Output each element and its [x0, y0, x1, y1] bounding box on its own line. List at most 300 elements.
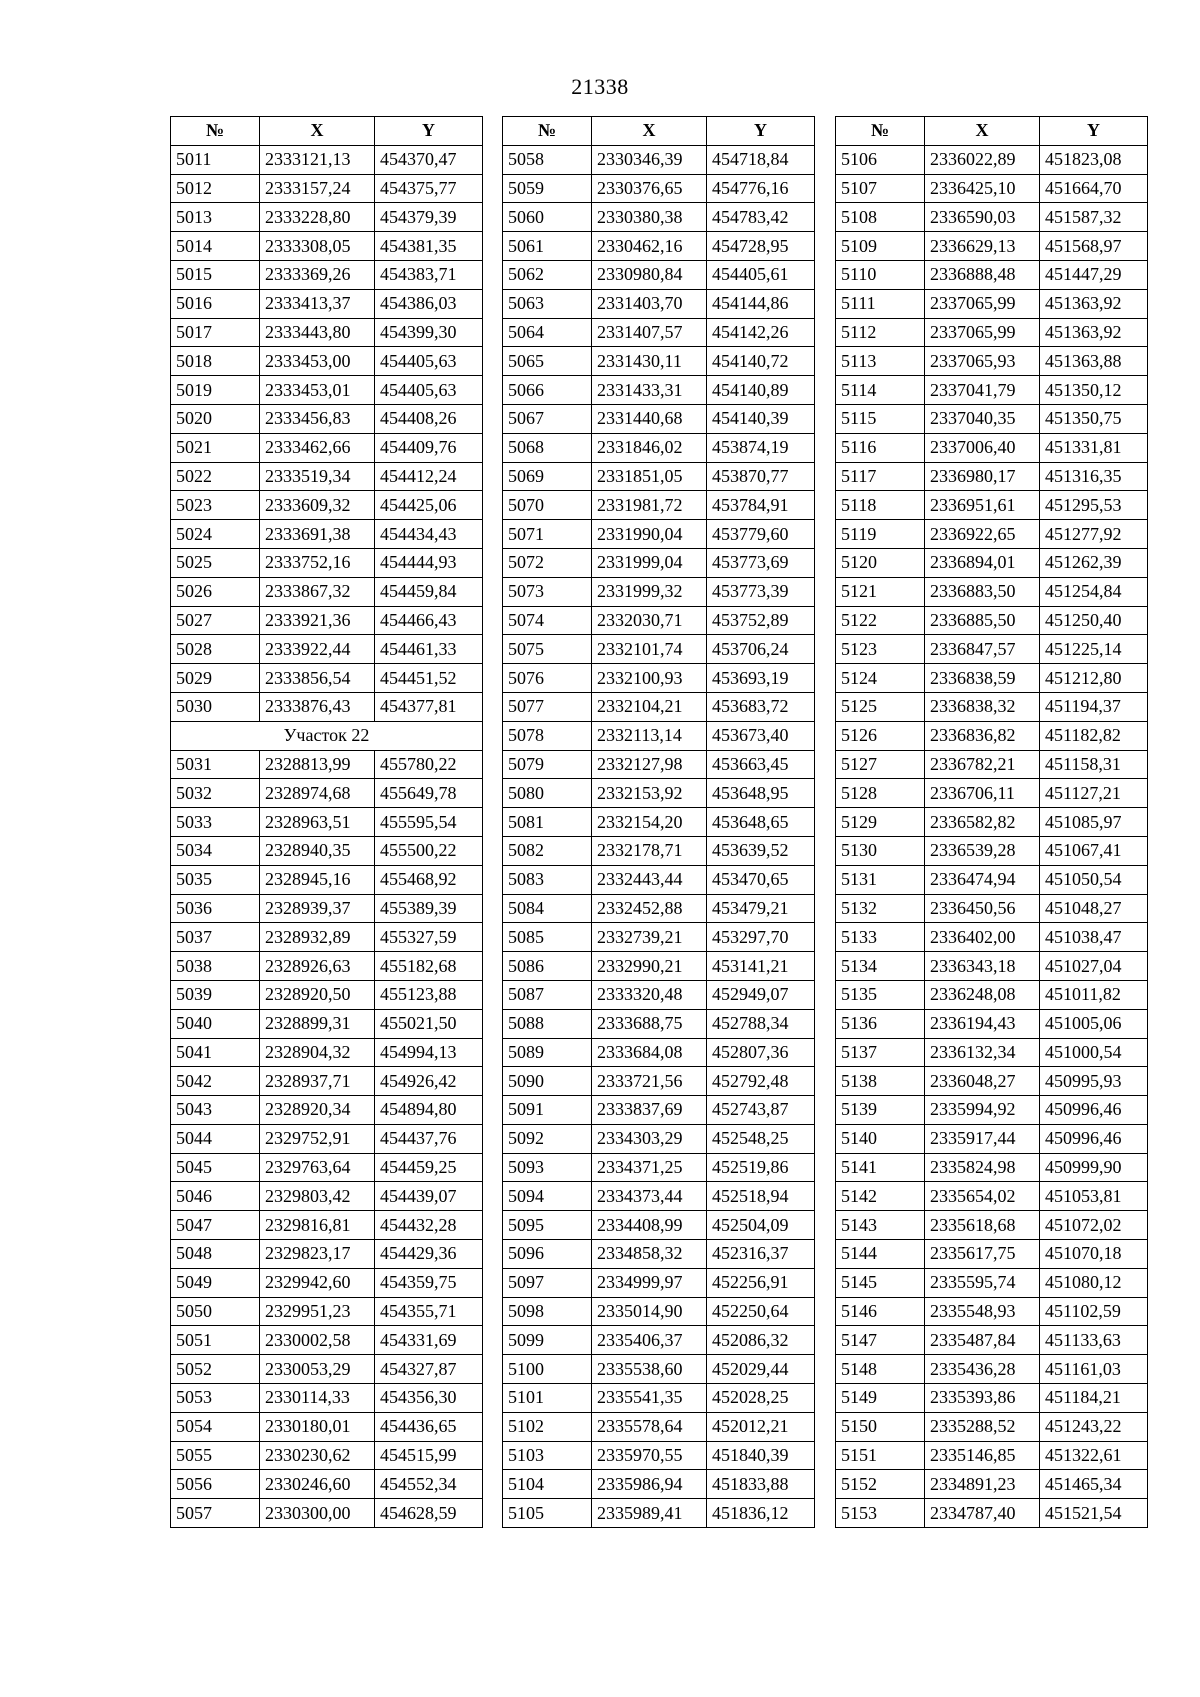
- point-number-cell: 5036: [171, 894, 260, 923]
- table-row: [836, 1124, 1148, 1153]
- table-row: [171, 808, 483, 837]
- table-row: [836, 462, 1148, 491]
- table-row: [503, 203, 815, 232]
- table-row: [836, 577, 1148, 606]
- point-number-cell: 5091: [503, 1096, 592, 1125]
- point-number-cell: 5086: [503, 952, 592, 981]
- y-coordinate-cell: 453773,39: [707, 577, 815, 606]
- table-row: [171, 635, 483, 664]
- y-coordinate-cell: 454399,30: [375, 318, 483, 347]
- table-row: [503, 664, 815, 693]
- table-row: [171, 462, 483, 491]
- x-coordinate-cell: 2333609,32: [260, 491, 375, 520]
- point-number-cell: 5043: [171, 1096, 260, 1125]
- point-number-cell: 5151: [836, 1441, 925, 1470]
- x-coordinate-cell: 2336922,65: [925, 520, 1040, 549]
- point-number-cell: 5098: [503, 1297, 592, 1326]
- x-coordinate-cell: 2333856,54: [260, 664, 375, 693]
- y-coordinate-cell: 454444,93: [375, 548, 483, 577]
- table-row: [836, 1038, 1148, 1067]
- table-row: [836, 865, 1148, 894]
- y-coordinate-cell: 451072,02: [1040, 1211, 1148, 1240]
- x-coordinate-cell: 2335541,35: [592, 1384, 707, 1413]
- point-number-cell: 5137: [836, 1038, 925, 1067]
- table-row: [836, 548, 1148, 577]
- table-row: [503, 836, 815, 865]
- x-coordinate-cell: 2333121,13: [260, 145, 375, 174]
- x-coordinate-cell: 2336888,48: [925, 260, 1040, 289]
- x-coordinate-cell: 2335986,94: [592, 1470, 707, 1499]
- y-coordinate-cell: 455389,39: [375, 894, 483, 923]
- x-coordinate-cell: 2332178,71: [592, 836, 707, 865]
- x-coordinate-cell: 2335824,98: [925, 1153, 1040, 1182]
- point-number-cell: 5134: [836, 952, 925, 981]
- point-number-cell: 5018: [171, 347, 260, 376]
- point-number-cell: 5041: [171, 1038, 260, 1067]
- point-number-cell: 5147: [836, 1326, 925, 1355]
- point-number-cell: 5113: [836, 347, 925, 376]
- table-row: [171, 260, 483, 289]
- y-coordinate-cell: 450996,46: [1040, 1124, 1148, 1153]
- y-coordinate-cell: 451350,75: [1040, 404, 1148, 433]
- table-row: [171, 1009, 483, 1038]
- table-row: [503, 1499, 815, 1528]
- x-coordinate-cell: 2336629,13: [925, 232, 1040, 261]
- x-coordinate-cell: 2335917,44: [925, 1124, 1040, 1153]
- y-coordinate-cell: 454425,06: [375, 491, 483, 520]
- x-coordinate-cell: 2335406,37: [592, 1326, 707, 1355]
- y-coordinate-cell: 453874,19: [707, 433, 815, 462]
- x-coordinate-cell: 2333721,56: [592, 1067, 707, 1096]
- table-row: [503, 520, 815, 549]
- table-row: [503, 145, 815, 174]
- y-coordinate-cell: 455327,59: [375, 923, 483, 952]
- table-row: [836, 1499, 1148, 1528]
- point-number-cell: 5014: [171, 232, 260, 261]
- x-coordinate-cell: 2334787,40: [925, 1499, 1040, 1528]
- table-row: [503, 289, 815, 318]
- point-number-cell: 5144: [836, 1240, 925, 1269]
- point-number-cell: 5100: [503, 1355, 592, 1384]
- y-coordinate-cell: 451363,88: [1040, 347, 1148, 376]
- point-number-cell: 5023: [171, 491, 260, 520]
- point-number-cell: 5047: [171, 1211, 260, 1240]
- table-header-row: [171, 117, 483, 146]
- table-row: [836, 433, 1148, 462]
- header-x: X: [925, 117, 1040, 146]
- x-coordinate-cell: 2332452,88: [592, 894, 707, 923]
- y-coordinate-cell: 451182,82: [1040, 721, 1148, 750]
- x-coordinate-cell: 2331990,04: [592, 520, 707, 549]
- table-row: [503, 721, 815, 750]
- point-number-cell: 5078: [503, 721, 592, 750]
- x-coordinate-cell: 2328899,31: [260, 1009, 375, 1038]
- x-coordinate-cell: 2335393,86: [925, 1384, 1040, 1413]
- x-coordinate-cell: 2331407,57: [592, 318, 707, 347]
- x-coordinate-cell: 2333876,43: [260, 692, 375, 721]
- x-coordinate-cell: 2329942,60: [260, 1268, 375, 1297]
- x-coordinate-cell: 2335618,68: [925, 1211, 1040, 1240]
- x-coordinate-cell: 2330462,16: [592, 232, 707, 261]
- table-row: [171, 318, 483, 347]
- x-coordinate-cell: 2336132,34: [925, 1038, 1040, 1067]
- x-coordinate-cell: 2336539,28: [925, 836, 1040, 865]
- point-number-cell: 5126: [836, 721, 925, 750]
- y-coordinate-cell: 452548,25: [707, 1124, 815, 1153]
- x-coordinate-cell: 2330114,33: [260, 1384, 375, 1413]
- point-number-cell: 5146: [836, 1297, 925, 1326]
- point-number-cell: 5117: [836, 462, 925, 491]
- y-coordinate-cell: 454140,89: [707, 376, 815, 405]
- y-coordinate-cell: 452256,91: [707, 1268, 815, 1297]
- x-coordinate-cell: 2337065,99: [925, 318, 1040, 347]
- table-row: [503, 1153, 815, 1182]
- x-coordinate-cell: 2336836,82: [925, 721, 1040, 750]
- point-number-cell: 5139: [836, 1096, 925, 1125]
- y-coordinate-cell: 454375,77: [375, 174, 483, 203]
- table-row: [503, 692, 815, 721]
- table-row: [171, 606, 483, 635]
- x-coordinate-cell: 2337065,93: [925, 347, 1040, 376]
- x-coordinate-cell: 2336425,10: [925, 174, 1040, 203]
- point-number-cell: 5141: [836, 1153, 925, 1182]
- table-row: [836, 491, 1148, 520]
- y-coordinate-cell: 451005,06: [1040, 1009, 1148, 1038]
- y-coordinate-cell: 451161,03: [1040, 1355, 1148, 1384]
- x-coordinate-cell: 2333228,80: [260, 203, 375, 232]
- y-coordinate-cell: 454144,86: [707, 289, 815, 318]
- y-coordinate-cell: 454327,87: [375, 1355, 483, 1384]
- table-row: [836, 347, 1148, 376]
- point-number-cell: 5075: [503, 635, 592, 664]
- x-coordinate-cell: 2336883,50: [925, 577, 1040, 606]
- x-coordinate-cell: 2328920,34: [260, 1096, 375, 1125]
- y-coordinate-cell: 451664,70: [1040, 174, 1148, 203]
- y-coordinate-cell: 454359,75: [375, 1268, 483, 1297]
- table-row: [836, 721, 1148, 750]
- table-row: [503, 376, 815, 405]
- point-number-cell: 5082: [503, 836, 592, 865]
- y-coordinate-cell: 454459,25: [375, 1153, 483, 1182]
- point-number-cell: 5066: [503, 376, 592, 405]
- point-number-cell: 5127: [836, 750, 925, 779]
- table-row: [503, 635, 815, 664]
- point-number-cell: 5114: [836, 376, 925, 405]
- y-coordinate-cell: 451194,37: [1040, 692, 1148, 721]
- point-number-cell: 5058: [503, 145, 592, 174]
- header-num: №: [171, 117, 260, 146]
- y-coordinate-cell: 450996,46: [1040, 1096, 1148, 1125]
- point-number-cell: 5084: [503, 894, 592, 923]
- y-coordinate-cell: 451521,54: [1040, 1499, 1148, 1528]
- x-coordinate-cell: 2335538,60: [592, 1355, 707, 1384]
- point-number-cell: 5087: [503, 980, 592, 1009]
- table-row: [836, 404, 1148, 433]
- table-row: [171, 750, 483, 779]
- table-row: [503, 923, 815, 952]
- y-coordinate-cell: 451465,34: [1040, 1470, 1148, 1499]
- point-number-cell: 5042: [171, 1067, 260, 1096]
- y-coordinate-cell: 453639,52: [707, 836, 815, 865]
- x-coordinate-cell: 2336847,57: [925, 635, 1040, 664]
- x-coordinate-cell: 2334373,44: [592, 1182, 707, 1211]
- y-coordinate-cell: 451070,18: [1040, 1240, 1148, 1269]
- point-number-cell: 5055: [171, 1441, 260, 1470]
- table-row: [836, 1355, 1148, 1384]
- table-row: [171, 1499, 483, 1528]
- x-coordinate-cell: 2328945,16: [260, 865, 375, 894]
- y-coordinate-cell: 452518,94: [707, 1182, 815, 1211]
- x-coordinate-cell: 2329803,42: [260, 1182, 375, 1211]
- table-row: [836, 1067, 1148, 1096]
- y-coordinate-cell: 451027,04: [1040, 952, 1148, 981]
- x-coordinate-cell: 2332127,98: [592, 750, 707, 779]
- table-row: [836, 894, 1148, 923]
- x-coordinate-cell: 2332101,74: [592, 635, 707, 664]
- x-coordinate-cell: 2336343,18: [925, 952, 1040, 981]
- y-coordinate-cell: 454436,65: [375, 1412, 483, 1441]
- table-row: [836, 174, 1148, 203]
- x-coordinate-cell: 2335146,85: [925, 1441, 1040, 1470]
- table-row: [503, 318, 815, 347]
- x-coordinate-cell: 2333688,75: [592, 1009, 707, 1038]
- point-number-cell: 5130: [836, 836, 925, 865]
- y-coordinate-cell: 452504,09: [707, 1211, 815, 1240]
- table-row: [503, 1096, 815, 1125]
- x-coordinate-cell: 2336951,61: [925, 491, 1040, 520]
- point-number-cell: 5074: [503, 606, 592, 635]
- point-number-cell: 5035: [171, 865, 260, 894]
- y-coordinate-cell: 451133,63: [1040, 1326, 1148, 1355]
- y-coordinate-cell: 453779,60: [707, 520, 815, 549]
- y-coordinate-cell: 454466,43: [375, 606, 483, 635]
- point-number-cell: 5131: [836, 865, 925, 894]
- table-row: [503, 491, 815, 520]
- point-number-cell: 5040: [171, 1009, 260, 1038]
- table-row: [503, 1038, 815, 1067]
- point-number-cell: 5070: [503, 491, 592, 520]
- point-number-cell: 5099: [503, 1326, 592, 1355]
- header-x: X: [260, 117, 375, 146]
- table-row: [171, 1124, 483, 1153]
- point-number-cell: 5083: [503, 865, 592, 894]
- x-coordinate-cell: 2336885,50: [925, 606, 1040, 635]
- table-row: [171, 865, 483, 894]
- point-number-cell: 5118: [836, 491, 925, 520]
- point-number-cell: 5108: [836, 203, 925, 232]
- x-coordinate-cell: 2329951,23: [260, 1297, 375, 1326]
- table-row: [171, 520, 483, 549]
- table-row: [836, 952, 1148, 981]
- x-coordinate-cell: 2331851,05: [592, 462, 707, 491]
- point-number-cell: 5072: [503, 548, 592, 577]
- x-coordinate-cell: 2335436,28: [925, 1355, 1040, 1384]
- point-number-cell: 5038: [171, 952, 260, 981]
- y-coordinate-cell: 451080,12: [1040, 1268, 1148, 1297]
- x-coordinate-cell: 2336582,82: [925, 808, 1040, 837]
- x-coordinate-cell: 2333519,34: [260, 462, 375, 491]
- x-coordinate-cell: 2328939,37: [260, 894, 375, 923]
- table-row: [503, 548, 815, 577]
- table-row: [503, 865, 815, 894]
- table-row: [171, 894, 483, 923]
- table-row: [171, 174, 483, 203]
- point-number-cell: 5153: [836, 1499, 925, 1528]
- point-number-cell: 5011: [171, 145, 260, 174]
- x-coordinate-cell: 2330346,39: [592, 145, 707, 174]
- point-number-cell: 5022: [171, 462, 260, 491]
- y-coordinate-cell: 453693,19: [707, 664, 815, 693]
- table-row: [171, 1096, 483, 1125]
- table-row: [171, 232, 483, 261]
- point-number-cell: 5048: [171, 1240, 260, 1269]
- x-coordinate-cell: 2335970,55: [592, 1441, 707, 1470]
- point-number-cell: 5020: [171, 404, 260, 433]
- y-coordinate-cell: 454994,13: [375, 1038, 483, 1067]
- y-coordinate-cell: 453683,72: [707, 692, 815, 721]
- y-coordinate-cell: 454383,71: [375, 260, 483, 289]
- table-row: [503, 1009, 815, 1038]
- x-coordinate-cell: 2328904,32: [260, 1038, 375, 1067]
- point-number-cell: 5115: [836, 404, 925, 433]
- point-number-cell: 5067: [503, 404, 592, 433]
- x-coordinate-cell: 2336248,08: [925, 980, 1040, 1009]
- y-coordinate-cell: 454409,76: [375, 433, 483, 462]
- table-row: [171, 1153, 483, 1182]
- y-coordinate-cell: 451212,80: [1040, 664, 1148, 693]
- point-number-cell: 5065: [503, 347, 592, 376]
- x-coordinate-cell: 2328940,35: [260, 836, 375, 865]
- x-coordinate-cell: 2336048,27: [925, 1067, 1040, 1096]
- point-number-cell: 5112: [836, 318, 925, 347]
- x-coordinate-cell: 2329752,91: [260, 1124, 375, 1153]
- table-row: [836, 923, 1148, 952]
- y-coordinate-cell: 454432,28: [375, 1211, 483, 1240]
- point-number-cell: 5123: [836, 635, 925, 664]
- y-coordinate-cell: 451250,40: [1040, 606, 1148, 635]
- point-number-cell: 5136: [836, 1009, 925, 1038]
- table-row: [836, 203, 1148, 232]
- table-row: [836, 808, 1148, 837]
- y-coordinate-cell: 454429,36: [375, 1240, 483, 1269]
- x-coordinate-cell: 2334303,29: [592, 1124, 707, 1153]
- y-coordinate-cell: 454628,59: [375, 1499, 483, 1528]
- point-number-cell: 5021: [171, 433, 260, 462]
- y-coordinate-cell: 451262,39: [1040, 548, 1148, 577]
- point-number-cell: 5053: [171, 1384, 260, 1413]
- x-coordinate-cell: 2336706,11: [925, 779, 1040, 808]
- y-coordinate-cell: 455123,88: [375, 980, 483, 1009]
- point-number-cell: 5124: [836, 664, 925, 693]
- x-coordinate-cell: 2328920,50: [260, 980, 375, 1009]
- table-row: [171, 289, 483, 318]
- point-number-cell: 5111: [836, 289, 925, 318]
- point-number-cell: 5104: [503, 1470, 592, 1499]
- y-coordinate-cell: 453870,77: [707, 462, 815, 491]
- table-row: [836, 1211, 1148, 1240]
- x-coordinate-cell: 2332739,21: [592, 923, 707, 952]
- table-row: [503, 980, 815, 1009]
- table-row: [503, 404, 815, 433]
- y-coordinate-cell: 451316,35: [1040, 462, 1148, 491]
- x-coordinate-cell: 2329816,81: [260, 1211, 375, 1240]
- y-coordinate-cell: 454331,69: [375, 1326, 483, 1355]
- point-number-cell: 5044: [171, 1124, 260, 1153]
- table-row: [171, 1297, 483, 1326]
- x-coordinate-cell: 2337006,40: [925, 433, 1040, 462]
- x-coordinate-cell: 2333837,69: [592, 1096, 707, 1125]
- x-coordinate-cell: 2337040,35: [925, 404, 1040, 433]
- table-row: [171, 1038, 483, 1067]
- x-coordinate-cell: 2336838,32: [925, 692, 1040, 721]
- point-number-cell: 5102: [503, 1412, 592, 1441]
- table-row: [171, 577, 483, 606]
- coordinates-table-3: [835, 116, 1148, 1528]
- point-number-cell: 5135: [836, 980, 925, 1009]
- table-row: [171, 347, 483, 376]
- header-y: Y: [1040, 117, 1148, 146]
- x-coordinate-cell: 2332154,20: [592, 808, 707, 837]
- point-number-cell: 5026: [171, 577, 260, 606]
- point-number-cell: 5090: [503, 1067, 592, 1096]
- table-row: [171, 145, 483, 174]
- table-row: [171, 1441, 483, 1470]
- header-y: Y: [707, 117, 815, 146]
- y-coordinate-cell: 453479,21: [707, 894, 815, 923]
- point-number-cell: 5031: [171, 750, 260, 779]
- y-coordinate-cell: 451568,97: [1040, 232, 1148, 261]
- table-row: [836, 318, 1148, 347]
- point-number-cell: 5060: [503, 203, 592, 232]
- x-coordinate-cell: 2330380,38: [592, 203, 707, 232]
- point-number-cell: 5057: [171, 1499, 260, 1528]
- table-row: [836, 1441, 1148, 1470]
- point-number-cell: 5138: [836, 1067, 925, 1096]
- y-coordinate-cell: 452012,21: [707, 1412, 815, 1441]
- y-coordinate-cell: 452028,25: [707, 1384, 815, 1413]
- y-coordinate-cell: 453648,95: [707, 779, 815, 808]
- x-coordinate-cell: 2336894,01: [925, 548, 1040, 577]
- point-number-cell: 5096: [503, 1240, 592, 1269]
- table-row: [503, 808, 815, 837]
- y-coordinate-cell: 452743,87: [707, 1096, 815, 1125]
- point-number-cell: 5150: [836, 1412, 925, 1441]
- point-number-cell: 5116: [836, 433, 925, 462]
- y-coordinate-cell: 453141,21: [707, 952, 815, 981]
- point-number-cell: 5095: [503, 1211, 592, 1240]
- x-coordinate-cell: 2333453,00: [260, 347, 375, 376]
- y-coordinate-cell: 452250,64: [707, 1297, 815, 1326]
- y-coordinate-cell: 451833,88: [707, 1470, 815, 1499]
- y-coordinate-cell: 454412,24: [375, 462, 483, 491]
- y-coordinate-cell: 452949,07: [707, 980, 815, 1009]
- table-row: [171, 376, 483, 405]
- table-row: [503, 1067, 815, 1096]
- point-number-cell: 5056: [171, 1470, 260, 1499]
- point-number-cell: 5039: [171, 980, 260, 1009]
- point-number-cell: 5019: [171, 376, 260, 405]
- table-row: [836, 376, 1148, 405]
- x-coordinate-cell: 2334858,32: [592, 1240, 707, 1269]
- x-coordinate-cell: 2333157,24: [260, 174, 375, 203]
- table-row: [171, 1355, 483, 1384]
- x-coordinate-cell: 2336590,03: [925, 203, 1040, 232]
- point-number-cell: 5059: [503, 174, 592, 203]
- y-coordinate-cell: 451184,21: [1040, 1384, 1148, 1413]
- table-row: [171, 1384, 483, 1413]
- table-row: [836, 692, 1148, 721]
- y-coordinate-cell: 451067,41: [1040, 836, 1148, 865]
